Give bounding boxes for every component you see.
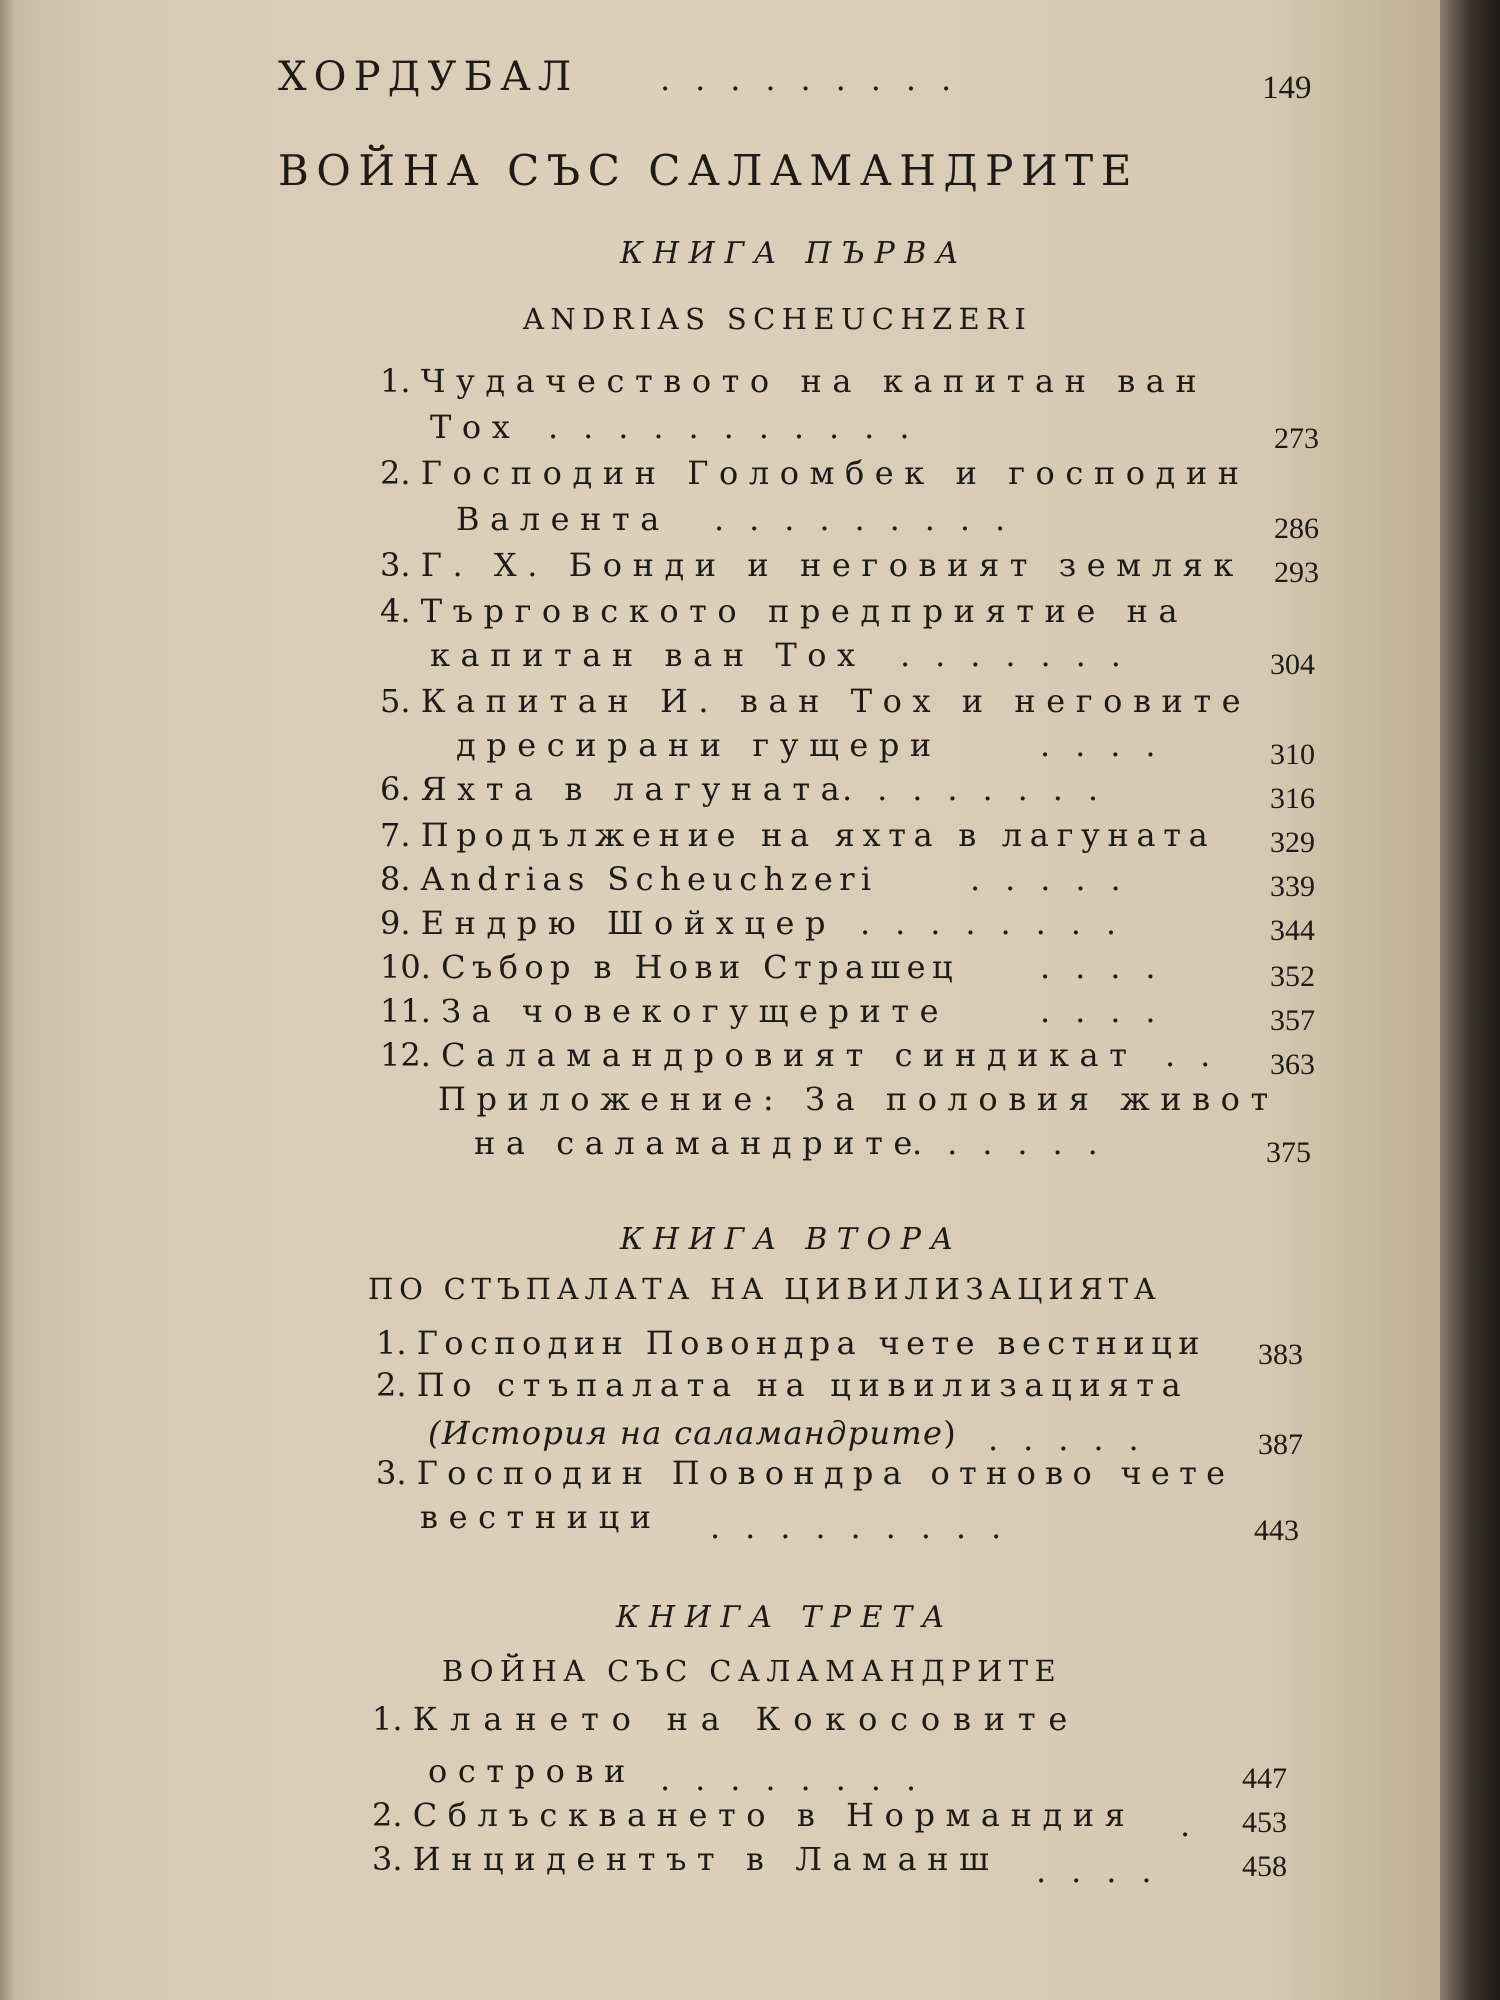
toc-entry-b3-1: 1. Клането на Кокосовите [372, 1700, 1081, 1738]
page-number: 304 [1270, 648, 1315, 681]
book1-subtitle: ANDRIAS SCHEUCHZERI [523, 302, 1033, 336]
toc-appendix-cont: на саламандрите [474, 1124, 923, 1162]
leader-dots: ......... [660, 60, 977, 98]
toc-entry-5: 5. Капитан И. ван Тох и неговите [380, 682, 1252, 720]
page-number: 387 [1258, 1428, 1303, 1461]
toc-entry-b3-1-cont: острови [428, 1752, 636, 1790]
leader-dots: ....... [900, 636, 1146, 674]
toc-entry-b2-2: 2. По стъпалата на цивилизацията [376, 1366, 1189, 1404]
leader-dots: ........ [660, 1760, 942, 1798]
toc-entry-b2-2-cont: (История на саламандрите) [428, 1414, 957, 1452]
toc-entry-11: 11. За човекогущерите [380, 992, 950, 1030]
toc-entry-8: 8. Andrias Scheuchzeri [380, 860, 878, 898]
leader-dots: ..... [970, 860, 1146, 898]
leader-dots: ......... [714, 500, 1031, 538]
toc-entry-6: 6. Яхта в лагуната [380, 770, 851, 808]
page-number: 458 [1242, 1850, 1287, 1883]
page-number: 447 [1242, 1762, 1287, 1795]
toc-entry-2: 2. Господин Голомбек и господин [380, 454, 1250, 492]
leader-dots: .. [1165, 1036, 1236, 1074]
toc-entry-1-cont: Тох [430, 408, 521, 446]
book3-heading: КНИГА ТРЕТА [616, 1600, 955, 1635]
leader-dots: ........... [548, 408, 935, 446]
leader-dots: .... [1040, 948, 1181, 986]
page-number: 352 [1270, 960, 1315, 993]
toc-entry-b2-3: 3. Господин Повондра отново чете [376, 1454, 1235, 1492]
toc-entry-b2-1: 1. Господин Повондра чете вестници [376, 1324, 1206, 1362]
toc-entry-b3-2: 2. Сблъскването в Нормандия [372, 1796, 1136, 1834]
page-number: 344 [1270, 914, 1315, 947]
page-number: 357 [1270, 1004, 1315, 1037]
page-number: 293 [1274, 556, 1319, 589]
leader-dots: .... [1040, 992, 1181, 1030]
leader-dots: .... [1036, 1852, 1177, 1890]
leader-dots: . [1180, 1806, 1216, 1844]
running-title: ХОРДУБАЛ [278, 54, 579, 100]
page-number: 375 [1266, 1136, 1311, 1169]
toc-entry-12: 12. Саламандровият синдикат [380, 1036, 1138, 1074]
book2-heading: КНИГА ВТОРА [620, 1222, 963, 1257]
toc-entry-4: 4. Търговското предприятие на [380, 592, 1189, 630]
page-number: 363 [1270, 1048, 1315, 1081]
book-gutter-shadow [1440, 0, 1500, 2000]
leader-dots: ........ [842, 770, 1124, 808]
leader-dots: ...... [912, 1124, 1123, 1162]
book3-subtitle: ВОЙНА СЪС САЛАМАНДРИТЕ [442, 1654, 1062, 1688]
toc-entry-10: 10. Събор в Нови Страшец [380, 948, 959, 986]
page-number: 310 [1270, 738, 1315, 771]
toc-entry-b2-3-cont: вестници [420, 1498, 662, 1536]
book2-subtitle: ПО СТЪПАЛАТА НА ЦИВИЛИЗАЦИЯТА [368, 1272, 1162, 1306]
page-number: 316 [1270, 782, 1315, 815]
toc-entry-2-cont: Валента [456, 500, 670, 538]
toc-entry-7: 7. Продължение на яхта в лагуната [380, 816, 1216, 854]
toc-entry-b3-3: 3. Инцидентът в Ламанш [372, 1840, 1000, 1878]
page-number: 329 [1270, 826, 1315, 859]
leader-dots: ......... [710, 1508, 1027, 1546]
toc-entry-5-cont: дресирани гущери [456, 726, 942, 764]
toc-appendix: Приложение: За половия живот [438, 1080, 1279, 1118]
page-number: 443 [1254, 1514, 1299, 1547]
page-number: 453 [1242, 1806, 1287, 1839]
toc-entry-4-cont: капитан ван Тох [430, 636, 866, 674]
page-number: 273 [1274, 422, 1319, 455]
toc-entry-1: 1. Чудачеството на капитан ван [380, 362, 1208, 400]
page-number: 339 [1270, 870, 1315, 903]
toc-entry-9: 9. Ендрю Шойхцер [380, 904, 837, 942]
book1-heading: КНИГА ПЪРВА [620, 236, 969, 271]
toc-entry-3: 3. Г. Х. Бонди и неговият земляк [380, 546, 1244, 584]
main-title: ВОЙНА СЪС САЛАМАНДРИТЕ [278, 146, 1139, 195]
leader-dots: ........ [860, 904, 1142, 942]
page-number: 286 [1274, 512, 1319, 545]
leader-dots: ..... [988, 1420, 1164, 1458]
running-page-number: 149 [1262, 70, 1312, 106]
leader-dots: .... [1040, 726, 1181, 764]
page-left-edge [0, 0, 14, 2000]
page-number: 383 [1258, 1338, 1303, 1371]
